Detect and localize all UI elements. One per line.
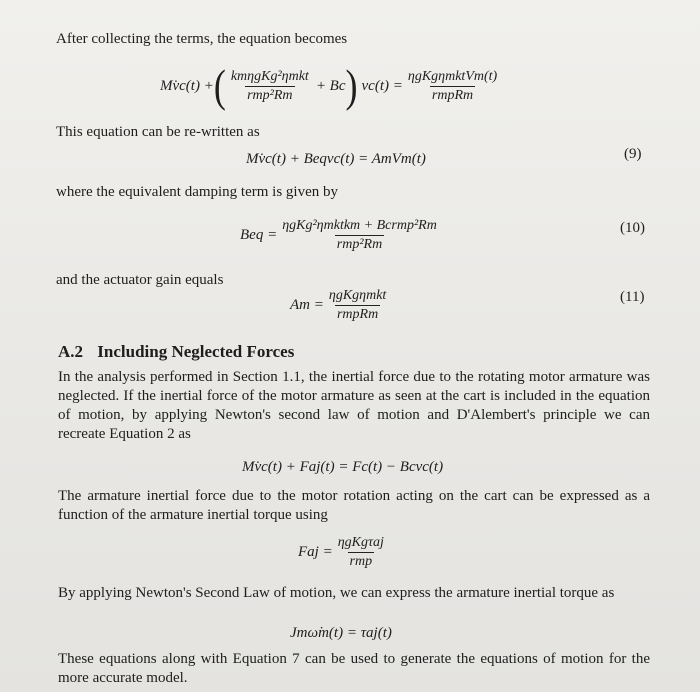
eq-torque-expr: Jmω̇m(t) = τaj(t)	[290, 624, 392, 641]
eq11-den: rmpRm	[336, 306, 379, 322]
rewrite-text: This equation can be re-written as	[56, 124, 260, 140]
left-paren: (	[213, 61, 226, 111]
eq11-fraction	[327, 288, 388, 323]
eq-collected-paren-den: rmp²Rm	[247, 87, 293, 103]
intro-text: After collecting the terms, the equation becomes	[56, 31, 348, 47]
equation-11-number: (11)	[620, 289, 645, 305]
equation-10	[240, 210, 442, 260]
eq-collected-rhs-fraction	[406, 69, 499, 104]
equation-9	[246, 148, 426, 170]
eq10-den: rmp²Rm	[336, 236, 383, 252]
equation-10-number: (10)	[620, 220, 645, 236]
section-number: A.2	[58, 342, 84, 361]
right-paren: )	[345, 61, 358, 111]
eq10-lhs: Beq =	[240, 226, 278, 243]
eq-faj-lhs: Faj =	[298, 543, 333, 560]
equation-9-number: (9)	[624, 146, 642, 162]
eq-collected-lhs: Mv̇c(t) +	[160, 77, 214, 94]
paragraph-second-law: By applying Newton's Second Law of motion, we can express the armature inertial torque as	[58, 585, 615, 601]
eq-collected-paren-num: kmηgKg²ηmkt	[230, 68, 309, 84]
equation-faj	[298, 528, 389, 576]
equation-collected	[160, 60, 502, 112]
eq9-expr: Mv̇c(t) + Beqvc(t) = AmVm(t)	[246, 150, 426, 167]
eq10-num: ηgKg²ηmktkm + Bcrmp²Rm	[282, 217, 437, 233]
paragraph-neglected: In the analysis performed in Section 1.1, the inertial force due to the rotating motor armature was neglected. If the inertial force of the motor armature as seen at the cart is included in the equation of motion, by applying Newton's second law of motion and D'Alembert's principle we can recreate Equation 2 as	[58, 369, 650, 442]
equation-torque	[290, 622, 392, 644]
eq11-num: ηgKgηmkt	[328, 287, 387, 303]
eq-collected-rhs-den: rmpRm	[431, 87, 474, 103]
paragraph-conclusion: These equations along with Equation 7 can be used to generate the equations of motion for the more accurate model.	[58, 651, 650, 686]
eq11-lhs: Am =	[290, 296, 324, 313]
damping-text: where the equivalent damping term is given by	[56, 184, 339, 200]
eq-collected-paren-fraction	[229, 69, 311, 104]
section-title: Including Neglected Forces	[97, 342, 295, 361]
eq-collected-rhs-num: ηgKgηmktVm(t)	[407, 68, 498, 84]
equation-newton	[242, 456, 443, 478]
eq-faj-den: rmp	[349, 553, 373, 569]
paragraph-armature-force: The armature inertial force due to the motor rotation acting on the cart can be expressed as a function of the armature inertial torque using	[58, 488, 650, 523]
eq-newton-expr: Mv̇c(t) + Faj(t) = Fc(t) − Bcvc(t)	[242, 458, 444, 475]
eq-collected-after-paren: vc(t) =	[361, 77, 403, 94]
eq-faj-num: ηgKgτaj	[337, 534, 384, 550]
gain-text: and the actuator gain equals	[56, 272, 224, 288]
eq-faj-fraction	[336, 535, 386, 570]
section-heading	[58, 342, 294, 362]
eq-collected-paren-plus: + Bc	[315, 77, 346, 94]
equation-11	[290, 280, 391, 330]
eq10-fraction	[280, 218, 439, 253]
